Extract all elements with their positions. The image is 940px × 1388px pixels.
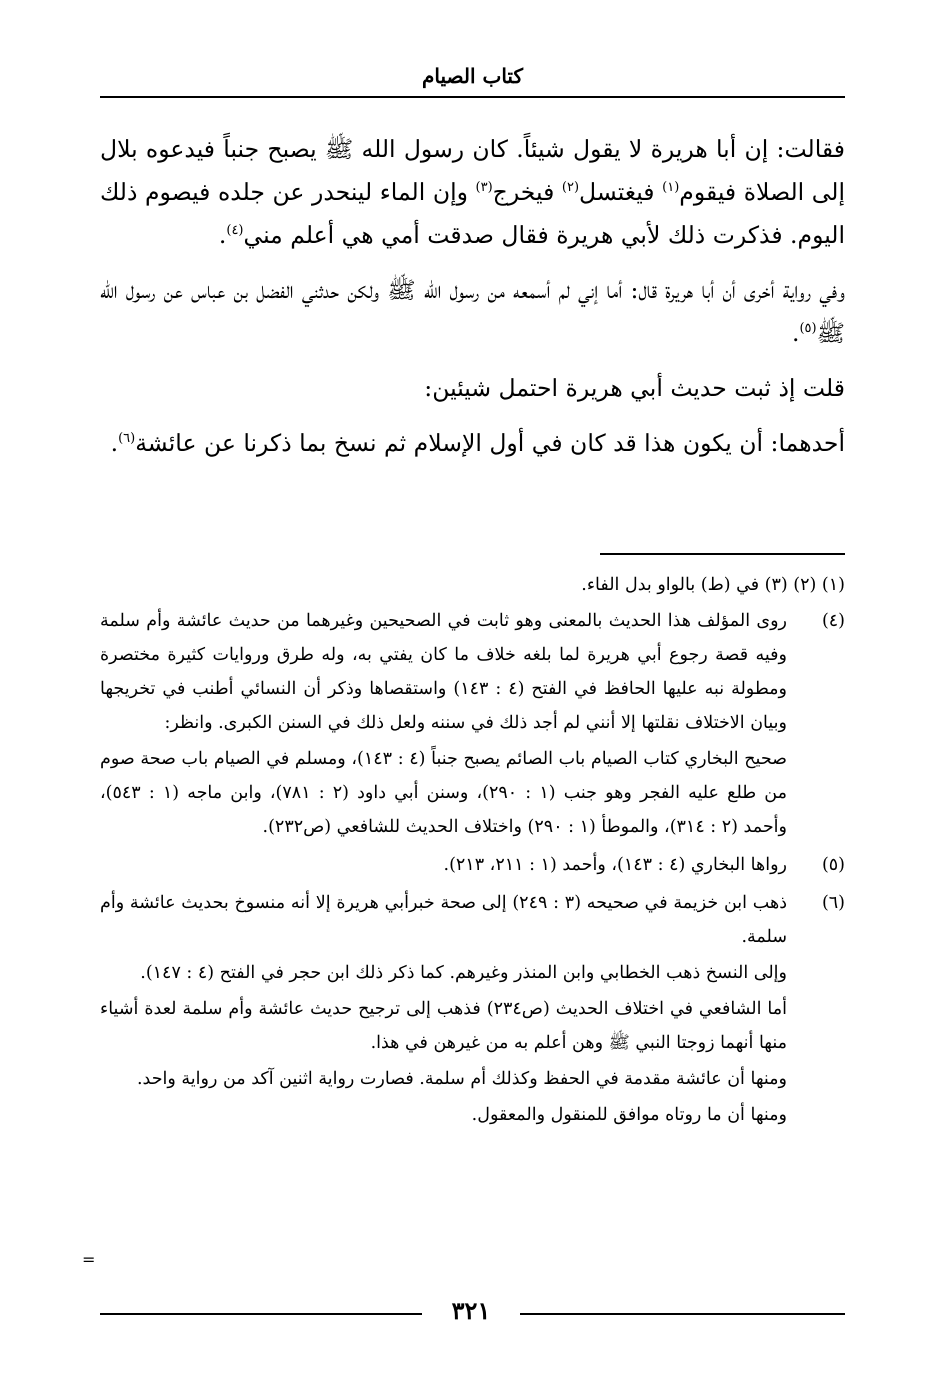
header-rule	[100, 96, 845, 98]
footnote-1-2-3: (١) (٢) (٣) في (ط) بالواو بدل الفاء.	[581, 575, 845, 595]
footnote-ref-2[interactable]: (٢)	[561, 180, 580, 196]
footnote-ref-1[interactable]: (١)	[662, 180, 680, 196]
text-run: أحدهما: أن يكون هذا قد كان في أول الإسلام ثم نسخ بما ذكرنا عن عائشة	[135, 429, 845, 457]
text-run: .	[218, 221, 227, 249]
text-run: .	[110, 429, 119, 457]
footnote-paragraph: ذهب ابن خزيمة في صحيحه (٣ : ٢٤٩) إلى صحة خبرأبي هريرة إلا أنه منسوخ بحديث عائشة وأم سلمة.	[100, 893, 788, 947]
footnotes	[100, 568, 845, 1136]
running-head-title: كتاب الصيام	[422, 64, 523, 88]
footnote-ref-4[interactable]: (٤)	[226, 223, 244, 239]
text-run: وإن الماء لينحدر عن جلده فيصوم ذلك اليوم. فذكرت ذلك لأبي هريرة فقال صدقت أمي هي أعلم مني	[100, 178, 845, 249]
footnote-4	[100, 604, 845, 846]
footnote-ref-6[interactable]: (٦)	[118, 431, 136, 447]
footer-rule-left	[100, 1313, 422, 1315]
footnote-number: (٤)	[821, 611, 845, 631]
footnote-separator	[600, 553, 845, 555]
footnote-paragraph: رواها البخاري (٤ : ١٤٣)، وأحمد (١ : ٢١١، ٢١٣).	[443, 855, 787, 875]
paragraph-2	[100, 269, 845, 355]
footnote-paragraph: أما الشافعي في اختلاف الحديث (ص٢٣٤) فذهب إلى ترجيح حديث عائشة وأم سلمة لعدة أشياء منها أنهما زوجتا النبي ﷺ وهن أعلم به من غيرهن في هذا.	[100, 999, 787, 1053]
footnote-number: (٦)	[821, 893, 845, 913]
main-text	[100, 128, 845, 477]
footnote-ref-5[interactable]: (٥)	[799, 321, 817, 337]
paragraph-4	[100, 422, 845, 465]
footnote-body	[100, 604, 787, 846]
footnote-paragraph: ومنها أن ما روتاه موافق للمنقول والمعقول.	[471, 1105, 787, 1125]
footnote-ref-3[interactable]: (٣)	[475, 180, 493, 196]
footer-rule-right	[520, 1313, 845, 1315]
footnote-paragraph: وإلى النسخ ذهب الخطابي وابن المنذر وغيرهم. كما ذكر ذلك ابن حجر في الفتح (٤ : ١٤٧).	[140, 963, 787, 983]
footnote-body	[100, 886, 787, 1134]
paragraph-1	[100, 128, 845, 257]
footnote-paragraph: صحيح البخاري كتاب الصيام باب الصائم يصبح جنباً (٤ : ١٤٣)، ومسلم في الصيام باب صحة صوم من طلع عليه الفجر وهو جنب (١ : ٢٩٠)، وسنن أبي داود (٢ : ٧٨١)، وابن ماجه (١ : ٥٤٣)، وأحمد (٢ : ٣١٤)، والموطأ (١ : ٢٩٠) واختلاف الحديث للشافعي (ص٢٣٢).	[100, 749, 787, 837]
text-run: فقالت: إن أبا هريرة لا يقول شيئاً. كان رسول الله ﷺ يصبح جنباً فيدعوه بلال إلى الصلاة فيقوم	[100, 135, 845, 206]
footnote-paragraph: ومنها أن عائشة مقدمة في الحفظ وكذلك أم سلمة. فصارت رواية اثنين آكد من رواية واحد.	[136, 1069, 787, 1089]
text-run: فيخرج	[492, 178, 562, 206]
page-number: ٣٢١	[451, 1296, 491, 1325]
text-run: وفي رواية أخرى أن أبا هريرة قال: أما إني لم أسمعه من رسول الله ﷺ ولكن حدثني الفضل بن عباس عن رسول الله ﷺ	[100, 276, 845, 347]
text-run: .	[791, 319, 800, 347]
footnote-5	[100, 848, 845, 884]
paragraph-3: قلت إذ ثبت حديث أبي هريرة احتمل شيئين:	[424, 374, 845, 402]
footnote-number: (٥)	[821, 855, 845, 875]
footnote-body	[100, 848, 787, 884]
footnote-6	[100, 886, 845, 1134]
text-run: فيغتسل	[579, 178, 663, 206]
continuation-mark: =	[82, 1250, 96, 1269]
footnote-paragraph: روى المؤلف هذا الحديث بالمعنى وهو ثابت في الصحيحين وغيرهما من حديث عائشة وأم سلمة وفيه قصة رجوع أبي هريرة لما بلغه خلاف ما كان يفتي به، وله طرق وروايات كثيرة مختصرة ومطولة نبه عليها الحافظ في الفتح (٤ : ١٤٣) واستقصاها وذكر أن النسائي أطنب في تخريجها وبيان الاختلاف نقلتها إلا أنني لم أجد ذلك في سننه ولعل ذلك في السنن الكبرى. وانظر:	[100, 611, 787, 733]
